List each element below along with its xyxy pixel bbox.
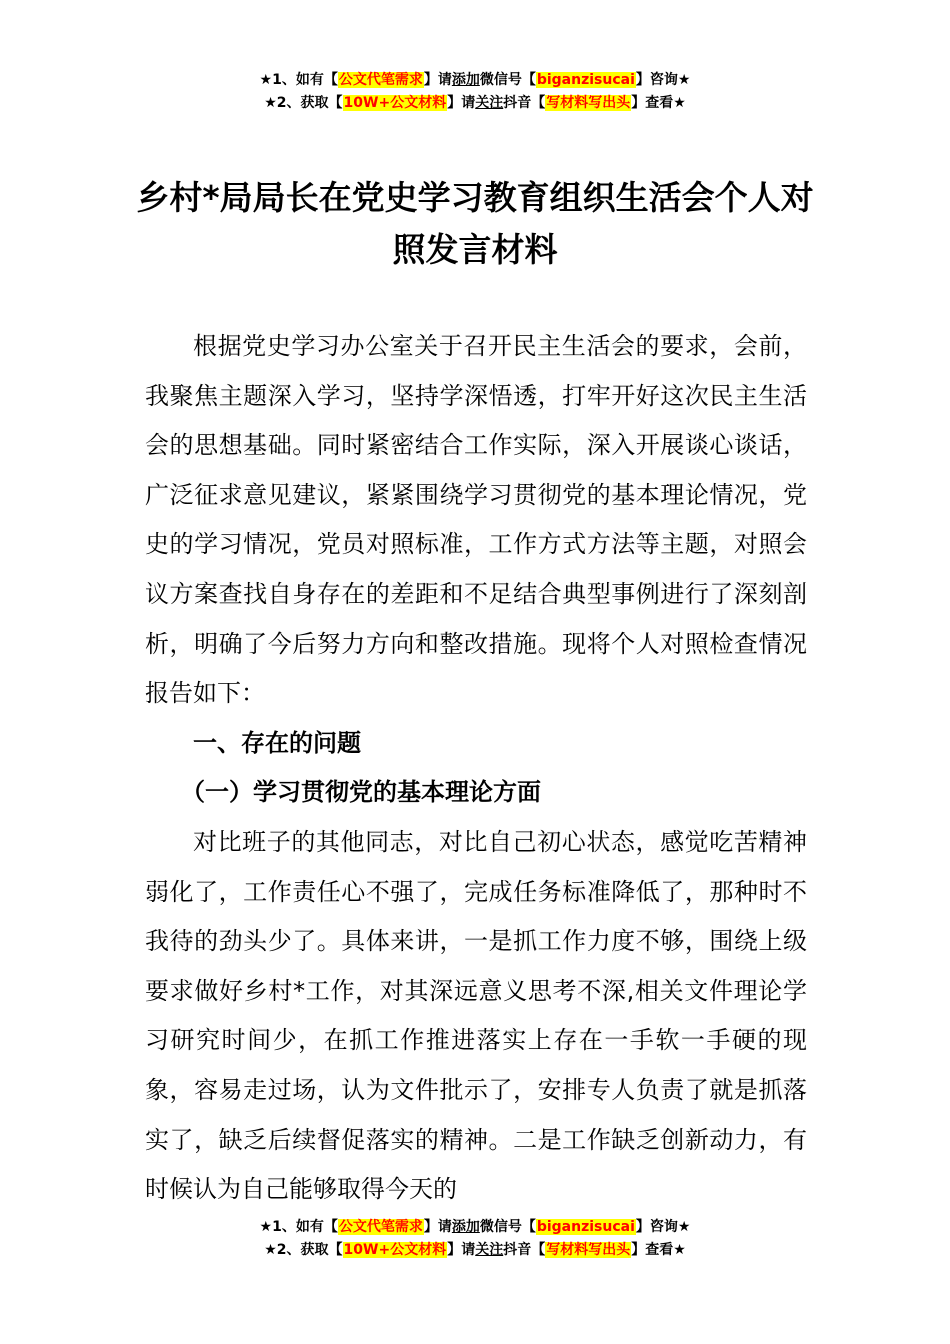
header-banner bbox=[0, 69, 950, 115]
paragraph-intro: 根据党史学习办公室关于召开民主生活会的要求，会前，我聚焦主题深入学习，坚持学深悟透，打牢开好这次民主生活会的思想基础。同时紧密结合工作实际，深入开展谈心谈话，广泛征求意见建议，紧紧围绕学习贯彻党的基本理论情况，党史的学习情况，党员对照标准，工作方式方法等主题，对照会议方案查找自身存在的差距和不足结合典型事例进行了深刻剖析，明确了今后努力方向和整改措施。现将个人对照检查情况报告如下： bbox=[145, 332, 807, 708]
banner-text: 微信号【 bbox=[479, 1219, 536, 1235]
banner-text: 2、获取【 bbox=[276, 1242, 343, 1258]
banner-text: 2、获取【 bbox=[276, 95, 343, 111]
banner-highlight: biganzisucai bbox=[536, 1219, 635, 1235]
banner-line-2 bbox=[0, 92, 950, 115]
banner-highlight: 公文代笔需求 bbox=[338, 72, 423, 88]
banner-highlight: 写材料写出头 bbox=[546, 1242, 631, 1258]
banner-highlight: 写材料写出头 bbox=[546, 95, 631, 111]
banner-line-2 bbox=[0, 1239, 950, 1262]
banner-text: 】请 bbox=[423, 1219, 452, 1235]
document-title: 乡村*局局长在党史学习教育组织生活会个人对照发言材料 bbox=[136, 178, 814, 269]
banner-highlight: biganzisucai bbox=[536, 72, 635, 88]
section-heading: 一、存在的问题 bbox=[193, 728, 361, 757]
document-body bbox=[145, 322, 807, 1215]
banner-text: 】查看★ bbox=[631, 95, 686, 111]
paragraph-body: 对比班子的其他同志，对比自己初心状态，感觉吃苦精神弱化了，工作责任心不强了，完成任务标准降低了，那种时不我待的劲头少了。具体来讲，一是抓工作力度不够，围绕上级要求做好乡村*工作，对其深远意义思考不深,相关文件理论学习研究时间少，在抓工作推进落实上存在一手软一手硬的现象，容易走过场，认为文件批示了，安排专人负责了就是抓落实了，缺乏后续督促落实的精神。二是工作缺乏创新动力，有时候认为自己能够取得今天的 bbox=[145, 827, 807, 1204]
banner-highlight: 公文代笔需求 bbox=[338, 1219, 423, 1235]
banner-underline: 关注 bbox=[475, 95, 504, 111]
banner-underline: 添加 bbox=[451, 72, 480, 88]
banner-text: 】咨询★ bbox=[635, 72, 691, 88]
banner-text: 】请 bbox=[447, 1242, 476, 1258]
star-icon: ★ bbox=[259, 1219, 273, 1235]
banner-text: 】咨询★ bbox=[635, 1219, 691, 1235]
banner-text: 】请 bbox=[447, 95, 476, 111]
banner-text: 抖音【 bbox=[503, 95, 546, 111]
footer-banner bbox=[0, 1216, 950, 1262]
banner-text: 微信号【 bbox=[479, 72, 536, 88]
banner-highlight: 10W+公文材料 bbox=[343, 1242, 447, 1258]
banner-text: 1、如有【 bbox=[272, 72, 338, 88]
banner-text: 抖音【 bbox=[503, 1242, 546, 1258]
subsection-heading: （一）学习贯彻党的基本理论方面 bbox=[181, 778, 541, 807]
star-icon: ★ bbox=[259, 72, 273, 88]
banner-line-1 bbox=[0, 1216, 950, 1239]
star-icon: ★ bbox=[264, 1242, 277, 1258]
banner-highlight: 10W+公文材料 bbox=[343, 95, 447, 111]
banner-underline: 添加 bbox=[451, 1219, 480, 1235]
banner-text: 】请 bbox=[423, 72, 452, 88]
banner-text: 1、如有【 bbox=[272, 1219, 338, 1235]
star-icon: ★ bbox=[264, 95, 277, 111]
banner-text: 】查看★ bbox=[631, 1242, 686, 1258]
banner-line-1 bbox=[0, 69, 950, 92]
banner-underline: 关注 bbox=[475, 1242, 504, 1258]
